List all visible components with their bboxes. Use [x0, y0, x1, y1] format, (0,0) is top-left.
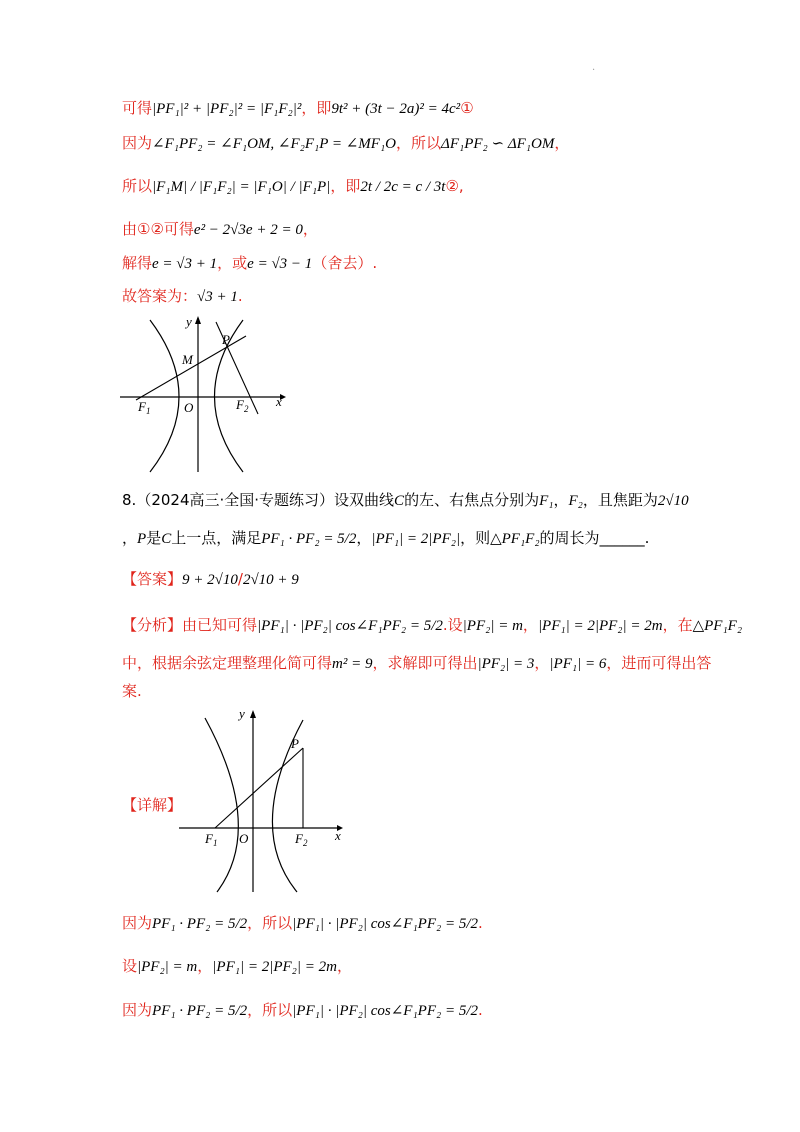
- left-branch: [150, 320, 179, 472]
- analysis8-text1: 由已知可得: [182, 616, 258, 634]
- problem8-blank: ______: [599, 529, 645, 547]
- analysis8-line2-text3: ，进而可得出答: [606, 654, 712, 672]
- label-y: y: [239, 706, 245, 721]
- line3-formula1: |F₁M| / |F₁F₂| = |F₁O| / |F₁P|: [152, 179, 331, 195]
- answer8-tag: 【答案】: [122, 570, 183, 588]
- line5-mid: ，或: [217, 254, 248, 272]
- detail8-line2: [122, 955, 352, 978]
- problem8-ratio-formula: |PF₁| = 2|PF₂|: [371, 531, 461, 547]
- line1-prefix: 可得: [122, 99, 153, 117]
- corner-mark: .: [592, 62, 596, 73]
- problem8-text3: ，且焦距为: [582, 491, 658, 509]
- problem8-comma: ，: [553, 491, 569, 509]
- solution7-line5: [122, 252, 377, 275]
- detail8-line2-mid: ，: [197, 957, 213, 975]
- problem8-line2-start: ，: [122, 529, 138, 547]
- problem8-source: （2024高三·全国·专题练习）: [136, 491, 335, 509]
- analysis8-comma: ，: [522, 616, 538, 634]
- problem8-comma2: ，: [356, 529, 372, 547]
- line2-end: ，: [554, 134, 570, 152]
- line2-formula1: ∠F₁PF₂ = ∠F₁OM, ∠F₂F₁P = ∠MF₁O: [152, 136, 397, 152]
- problem8-text2: 的左、右焦点分别为: [404, 491, 540, 509]
- solution7-line6: [122, 285, 243, 308]
- label-f2: $F_2$: [295, 831, 308, 848]
- analysis8-comma2: ，: [534, 654, 550, 672]
- analysis8-formula6: |PF₁| = 6: [549, 656, 607, 672]
- line4-prefix: 由①②可得: [122, 220, 194, 238]
- problem8-text7: 的周长为: [539, 529, 600, 547]
- analysis8-formula5: |PF₂| = 3: [477, 656, 535, 672]
- analysis8-line2-text2: ，求解即可得出: [372, 654, 478, 672]
- detail8-line1-prefix: 因为: [122, 914, 153, 932]
- analysis8-formula3: |PF₁| = 2|PF₂| = 2m: [537, 618, 663, 634]
- detail8-line3-end: .: [478, 1001, 483, 1019]
- line-f1-p: [215, 748, 303, 828]
- problem8-end: .: [644, 529, 650, 547]
- analysis8-line3: [122, 680, 142, 702]
- problem8-p: P: [137, 531, 147, 547]
- detail8-line1-formula1: PF₁ · PF₂ = 5/2: [152, 916, 248, 932]
- line6-formula: √3 + 1: [197, 289, 238, 305]
- problem8-triangle: △PF₁F₂: [490, 531, 540, 547]
- label-f1: $F_1$: [205, 831, 218, 848]
- label-o: O: [184, 400, 194, 415]
- problem8-f2: F₂: [568, 493, 583, 509]
- problem8-line2: [122, 527, 649, 550]
- analysis8-line3-text: 案.: [122, 682, 142, 700]
- solution7-line1: [122, 97, 474, 120]
- line3-mid: ，即: [330, 177, 361, 195]
- detail8-line3-mid: ，所以: [247, 1001, 293, 1019]
- label-f2: $F_2$: [236, 397, 249, 414]
- line2-formula2: ΔF₁PF₂ ∽ ΔF₁OM: [441, 136, 555, 152]
- line5-formula1: e = √3 + 1: [152, 256, 218, 272]
- label-x: x: [335, 828, 341, 843]
- answer8-value2: 2√10 + 9: [242, 572, 299, 588]
- detail8-line1-end: .: [478, 914, 483, 932]
- solution7-line3: [122, 175, 464, 198]
- line3-formula2: 2t / 2c = c / 3t: [360, 179, 446, 195]
- line2-mid: ，所以: [396, 134, 442, 152]
- line2-prefix: 因为: [122, 134, 153, 152]
- answer8-sep: /: [237, 570, 243, 588]
- detail8-line2-formula2: |PF₁| = 2|PF₂| = 2m: [212, 959, 337, 975]
- label-p: P: [222, 332, 230, 347]
- detail8-tag-line: [122, 794, 182, 816]
- line4-formula: e² − 2√3e + 2 = 0: [193, 222, 303, 238]
- analysis8-line2-text1: 中，根据余弦定理整理化简可得: [122, 654, 333, 672]
- line1-formula1: |PF₁|² + |PF₂|² = |F₁F₂|²: [152, 101, 302, 117]
- line1-mid: ，即: [301, 99, 332, 117]
- problem8-c: C: [394, 493, 405, 509]
- detail8-line2-formula1: |PF₂| = m: [137, 959, 198, 975]
- solution7-line2: [122, 132, 569, 155]
- label-x: x: [276, 394, 282, 409]
- detail8-line3: [122, 999, 483, 1022]
- answer8-value1: 9 + 2√10: [182, 572, 238, 588]
- line3-mark: ②,: [445, 177, 464, 195]
- problem8-number: 8.: [122, 491, 137, 509]
- detail8-line1-mid: ，所以: [247, 914, 293, 932]
- analysis8-text3: ，在: [662, 616, 693, 634]
- problem8-line1: [122, 489, 689, 512]
- problem8-text4: 是: [146, 529, 162, 547]
- solution7-line4: [122, 218, 318, 241]
- problem8-text6: ，则: [460, 529, 491, 547]
- left-branch: [205, 718, 238, 892]
- detail8-tag: 【详解】: [122, 796, 183, 814]
- line6-end: .: [237, 287, 243, 305]
- line1-formula2: 9t² + (3t − 2a)² = 4c²: [331, 101, 461, 117]
- label-p: P: [291, 736, 299, 751]
- y-axis-arrow: [250, 710, 256, 718]
- label-o: O: [239, 831, 249, 846]
- line5-formula2: e = √3 − 1: [247, 256, 313, 272]
- label-f1: $F_1$: [138, 399, 151, 416]
- answer8-line: [122, 568, 299, 591]
- detail8-line3-formula1: PF₁ · PF₂ = 5/2: [152, 1003, 248, 1019]
- problem8-c2: C: [161, 531, 172, 547]
- analysis8-tag: 【分析】: [122, 616, 183, 634]
- detail8-line3-formula2: |PF₁| · |PF₂| cos∠F₁PF₂ = 5/2: [292, 1003, 479, 1019]
- analysis8-triangle: △PF₁F₂: [692, 618, 743, 634]
- problem8-focal: 2√10: [657, 493, 689, 509]
- hyperbola-figure-2: [175, 702, 355, 894]
- line1-mark: ①: [460, 99, 474, 117]
- analysis8-formula1: |PF₁| · |PF₂| cos∠F₁PF₂ = 5/2: [257, 618, 443, 634]
- problem8-text5: 上一点，满足: [171, 529, 262, 547]
- label-m: M: [182, 352, 193, 367]
- detail8-line1: [122, 912, 483, 935]
- analysis8-line2: [122, 652, 711, 675]
- line6-prefix: 故答案为：: [122, 287, 198, 305]
- line5-prefix: 解得: [122, 254, 153, 272]
- analysis8-text2: .设: [442, 616, 463, 634]
- analysis8-formula2: |PF₂| = m: [462, 618, 523, 634]
- problem8-dot-formula: PF₁ · PF₂ = 5/2: [261, 531, 357, 547]
- line5-end: （舍去）.: [312, 254, 378, 272]
- problem8-f1: F₁: [539, 493, 554, 509]
- hyperbola-figure-1: [118, 312, 298, 477]
- label-y: y: [186, 314, 192, 329]
- detail8-line1-formula2: |PF₁| · |PF₂| cos∠F₁PF₂ = 5/2: [292, 916, 479, 932]
- line4-end: ，: [302, 220, 318, 238]
- detail8-line3-prefix: 因为: [122, 1001, 153, 1019]
- analysis8-formula4: m² = 9: [332, 656, 373, 672]
- analysis8-line1: [122, 614, 742, 637]
- detail8-line2-end: ，: [336, 957, 352, 975]
- line3-prefix: 所以: [122, 177, 153, 195]
- problem8-text1: 设双曲线: [334, 491, 395, 509]
- y-axis-arrow: [195, 316, 201, 324]
- detail8-line2-prefix: 设: [122, 957, 138, 975]
